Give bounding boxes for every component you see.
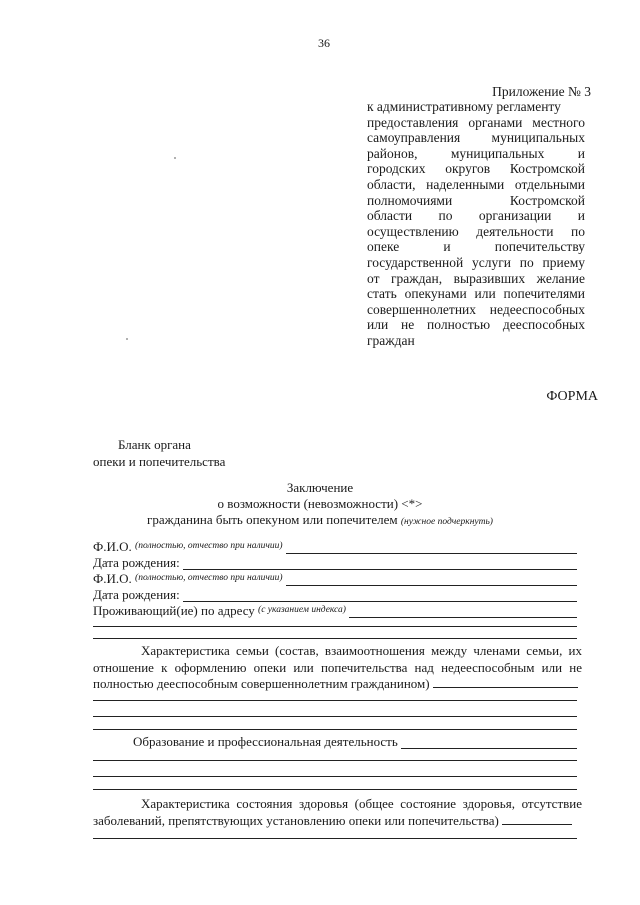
address-extra-line[interactable] — [93, 626, 577, 627]
blank-line-1: Бланк органа — [118, 437, 191, 452]
fio-note: (полностью, отчество при наличии) — [135, 541, 283, 551]
appendix-line: городских округов Костромской — [367, 161, 585, 177]
birthdate-field-2[interactable] — [93, 587, 577, 602]
address-extra-line[interactable] — [93, 638, 577, 639]
family-line-2: отношение к оформлению опеки или попечительства над недееспособным или не — [93, 659, 582, 675]
conclusion-title: Заключение — [286, 480, 354, 495]
appendix-line: районов, муниципальных и — [367, 145, 585, 161]
conclusion-subject — [0, 512, 640, 528]
address-note: (с указанием индекса) — [258, 605, 346, 615]
health-line-2-wrap — [93, 813, 582, 830]
fio-label: Ф.И.О. — [93, 571, 132, 586]
family-line-3: полностью дееспособным совершеннолетним гражданином) — [93, 676, 430, 691]
conclusion-subject-text: гражданина быть опекуном или попечителем — [147, 512, 398, 527]
address-input-line[interactable] — [349, 606, 577, 618]
appendix-line: области по организации и — [367, 208, 585, 224]
birthdate-label: Дата рождения: — [93, 587, 180, 602]
family-extra-line[interactable] — [93, 729, 577, 730]
education-extra-line[interactable] — [93, 789, 577, 790]
appendix-line: осуществлению деятельности по — [367, 223, 585, 239]
fio-field-2[interactable] — [93, 571, 577, 586]
education-extra-line[interactable] — [93, 776, 577, 777]
family-input-line[interactable] — [433, 676, 578, 688]
appendix-line: к административному регламенту — [367, 99, 561, 114]
appendix-line: области, наделенными отдельными — [367, 177, 585, 192]
fio-note: (полностью, отчество при наличии) — [135, 573, 283, 583]
family-extra-line[interactable] — [93, 700, 577, 701]
family-paragraph — [93, 643, 582, 693]
appendix-line: самоуправления муниципальных — [367, 130, 585, 146]
health-extra-line[interactable] — [93, 838, 577, 839]
education-input-line[interactable] — [401, 737, 577, 749]
appendix-line: стать опекунами или попечителями — [367, 286, 585, 302]
form-label: ФОРМА — [546, 389, 598, 404]
birthdate-label: Дата рождения: — [93, 555, 180, 570]
appendix-line: полномочиями Костромской — [367, 192, 585, 208]
education-extra-line[interactable] — [93, 760, 577, 761]
health-paragraph — [93, 796, 582, 829]
health-line-1: Характеристика состояния здоровья (общее состояние здоровья, отсутствие — [141, 796, 582, 811]
appendix-line: опеке и попечительству — [367, 239, 585, 255]
fio-input-line[interactable] — [286, 542, 577, 554]
appendix-title: Приложение № 3 — [492, 84, 591, 99]
family-line-3-wrap — [93, 676, 582, 693]
family-extra-line[interactable] — [93, 716, 577, 717]
appendix-line: предоставления органами местного — [367, 114, 585, 130]
health-line-2: заболеваний, препятствующих установлению опеки или попечительства) — [93, 812, 499, 828]
fio-field-1[interactable] — [93, 539, 577, 554]
address-label: Проживающий(ие) по адресу — [93, 603, 255, 618]
health-input-line[interactable] — [502, 813, 572, 825]
birthdate-input-line[interactable] — [183, 558, 577, 570]
fio-input-line[interactable] — [286, 574, 577, 586]
scan-speck — [174, 157, 176, 159]
conclusion-subtitle: о возможности (невозможности) <*> — [217, 496, 423, 511]
family-line-1: Характеристика семьи (состав, взаимоотношения между членами семьи, их — [141, 643, 582, 658]
address-field[interactable] — [93, 603, 577, 618]
appendix-line: граждан — [367, 333, 415, 348]
scan-speck — [126, 338, 128, 340]
conclusion-subject-note: (нужное подчеркнуть) — [400, 517, 493, 527]
blank-line-2: опеки и попечительства — [93, 454, 226, 469]
education-label: Образование и профессиональная деятельность — [133, 734, 398, 749]
appendix-line: или не полностью дееспособных — [367, 317, 585, 333]
appendix-line: совершеннолетних недееспособных — [367, 301, 585, 317]
appendix-line: государственной услуги по приему — [367, 255, 585, 270]
page-number: 36 — [318, 36, 330, 50]
appendix-line: от граждан, выразивших желание — [367, 270, 585, 286]
birthdate-input-line[interactable] — [183, 590, 577, 602]
education-field[interactable] — [93, 734, 577, 749]
fio-label: Ф.И.О. — [93, 539, 132, 554]
birthdate-field-1[interactable] — [93, 555, 577, 570]
